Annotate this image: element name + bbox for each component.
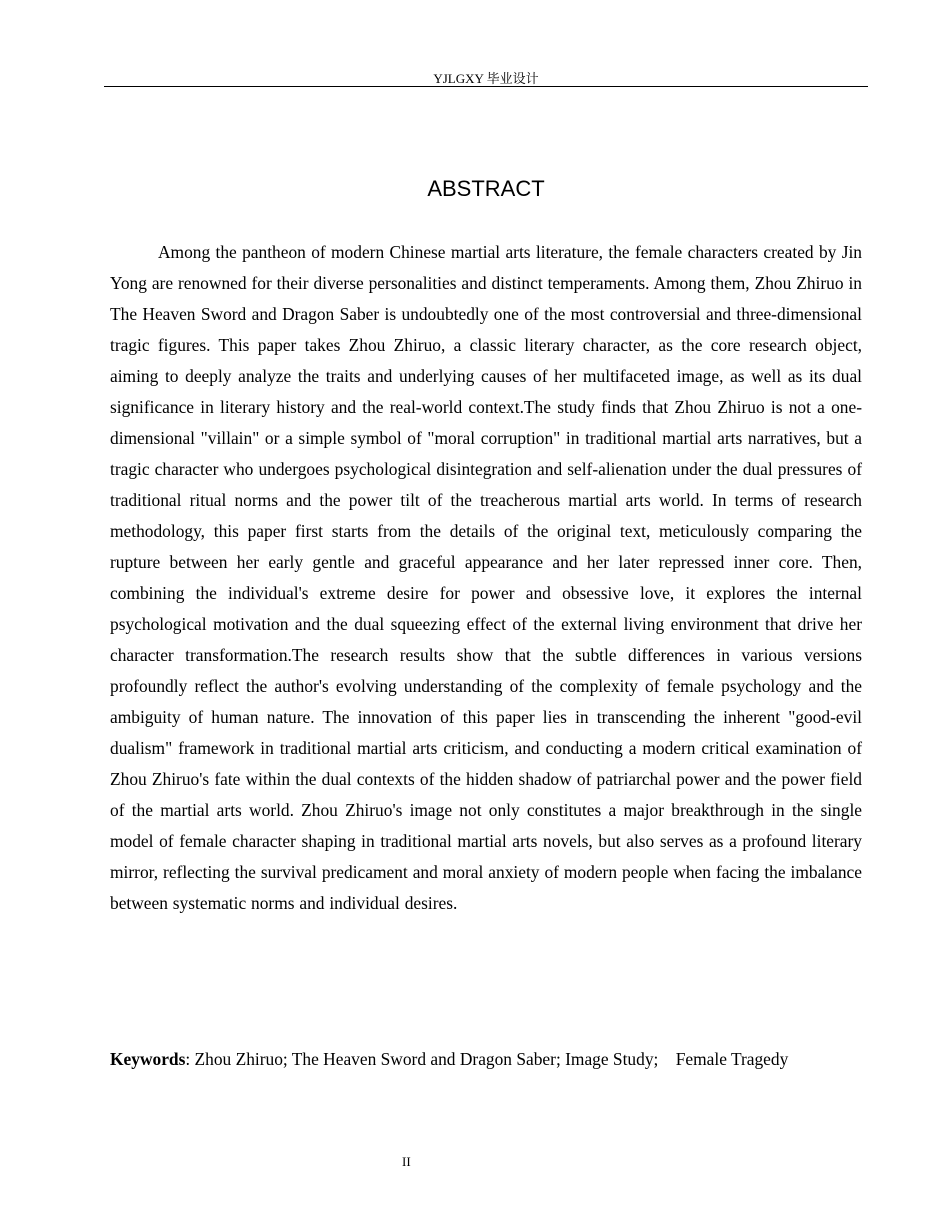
abstract-title: ABSTRACT <box>427 176 545 201</box>
keywords-label: Keywords <box>110 1049 186 1069</box>
running-header: YJLGXY 毕业设计 <box>433 71 539 86</box>
keywords-line <box>110 1044 870 1075</box>
abstract-body: Among the pantheon of modern Chinese martial arts literature, the female characters created by Jin Yong are renowned for their diverse personalities and distinct temperaments. Among them, Zhou Zhiruo in The Heaven Sword and Dragon Saber is undoubtedly one of the most controversial and three-dimensional tragic figures. This paper takes Zhou Zhiruo, a classic literary character, as the core research object, aiming to deeply analyze the traits and underlying causes of her multifaceted image, as well as its dual significance in literary history and the real-world context.The study finds that Zhou Zhiruo is not a one-dimensional "villain" or a simple symbol of "moral corruption" in traditional martial arts narratives, but a tragic character who undergoes psychological disintegration and self-alienation under the dual pressures of traditional ritual norms and the power tilt of the treacherous martial arts world. In terms of research methodology, this paper first starts from the details of the original text, meticulously comparing the rupture between her early gentle and graceful appearance and her later repressed inner core. Then, combining the individual's extreme desire for power and obsessive love, it explores the internal psychological motivation and the dual squeezing effect of the external living environment that drive her character transformation.The research results show that the subtle differences in various versions profoundly reflect the author's evolving understanding of the complexity of female psychology and the ambiguity of human nature. The innovation of this paper lies in transcending the inherent "good-evil dualism" framework in traditional martial arts criticism, and conducting a modern critical examination of Zhou Zhiruo's fate within the dual contexts of the hidden shadow of patriarchal power and the power field of the martial arts world. Zhou Zhiruo's image not only constitutes a major breakthrough in the single model of female character shaping in traditional martial arts novels, but also serves as a profound literary mirror, reflecting the survival predicament and moral anxiety of modern people when facing the imbalance between systematic norms and individual desires. <box>110 242 862 913</box>
page-number: II <box>402 1154 411 1169</box>
header-rule <box>104 86 868 87</box>
keywords-text: : Zhou Zhiruo; The Heaven Sword and Dragon Saber; Image Study; Female Tragedy <box>185 1049 789 1069</box>
